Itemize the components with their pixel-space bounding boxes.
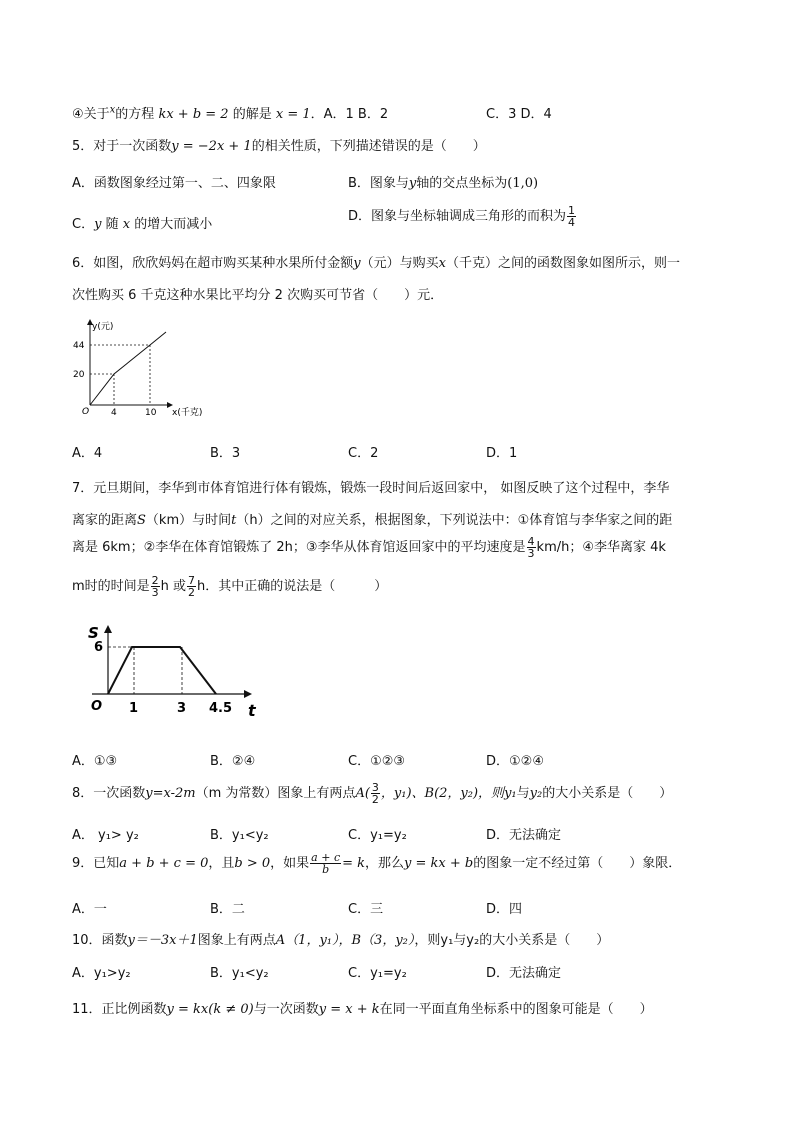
graph-y-tick-20: 20 [73, 370, 85, 380]
q7-origin: O [91, 699, 103, 714]
q6-stem-line1: 6．如图，欣欣妈妈在超市购买某种水果所付金额y（元）与购买x（千克）之间的函数图象如图所示，则一 [72, 256, 681, 271]
q6-price-graph [66, 316, 226, 420]
q7-stem-line2: 离家的距离S（km）与时间t（h）之间的对应关系，根据图象，下列说法中：①体育馆与李华家之间的距 [72, 513, 673, 528]
q7-x-tick-4-5: 4.5 [209, 701, 233, 716]
q9-stem: 9．已知a + b + c = 0，且b > 0，如果 $\frac{a + c}{b}$ = k，那么y = kx + b的图象一定不经过第（ ）象限． [72, 851, 682, 876]
graph-x-tick-10: 10 [145, 408, 157, 418]
q8-stem: 8．一次函数y=x-2m（m 为常数）图象上有两点A( $\frac{3}{2}$ ，y₁)、B(2，y₂)，则y₁与y₂的大小关系是（ ） [72, 781, 673, 806]
q5-option-b[interactable]: B．图象与y轴的交点坐标为(1,0) [348, 176, 539, 191]
q10-stem: 10．函数y＝－3x＋1图象上有两点A（1，y₁），B（3，y₂），则y₁与y₂的大小关系是（ ） [72, 933, 610, 948]
graph-origin: O [82, 407, 90, 417]
q11-stem: 11．正比例函数y = kx(k ≠ 0)与一次函数y = x + k在同一平面直角坐标系中的图象可能是（ ） [72, 1002, 653, 1017]
q5-option-d[interactable]: D．图象与坐标轴调成三角形的而积为 $\frac{1}{4}$ [348, 204, 576, 229]
graph-y-label: y(元) [92, 322, 114, 332]
q9-option-b[interactable]: B．二 [210, 902, 245, 917]
q9-option-a[interactable]: A．一 [72, 902, 107, 917]
q9-option-c[interactable]: C．三 [348, 902, 384, 917]
q7-distance-time-chart [84, 620, 264, 720]
q6-option-a[interactable]: A．4 [72, 446, 103, 461]
q8-option-d[interactable]: D．无法确定 [486, 828, 562, 843]
q10-option-c[interactable]: C．y₁=y₂ [348, 966, 407, 981]
q7-axis-t-label: t [248, 701, 256, 720]
q6-option-b[interactable]: B．3 [210, 446, 241, 461]
q6-option-c[interactable]: C．2 [348, 446, 379, 461]
q7-option-b[interactable]: B．②④ [210, 754, 256, 769]
q6-option-d[interactable]: D．1 [486, 446, 518, 461]
graph-x-label: x(千克) [172, 408, 203, 418]
q8-option-b[interactable]: B．y₁<y₂ [210, 828, 269, 843]
q7-stem-line4: m时的时间是 $\frac{2}{3}$ h 或 $\frac{7}{2}$ h．其中正确的说法是（ ） [72, 574, 388, 599]
q5-option-c[interactable]: C．y 随 x 的增大而减小 [72, 217, 213, 232]
graph-x-tick-4: 4 [111, 408, 117, 418]
graph-y-tick-44: 44 [73, 341, 85, 351]
q7-axis-s-label: S [88, 624, 99, 642]
q6-stem-line2: 次性购买 6 千克这种水果比平均分 2 次购买可节省（ ）元． [72, 288, 444, 303]
q10-option-a[interactable]: A．y₁>y₂ [72, 966, 131, 981]
q4-options-cd: C．3 D．4 [486, 107, 552, 122]
q7-x-tick-3: 3 [177, 701, 187, 716]
q4-tail-line: ④关于$^x$的方程 kx + b = 2 的解是 x = 1．A．1 B．2 [72, 104, 389, 122]
q7-y-tick-6: 6 [94, 640, 104, 655]
q7-x-tick-1: 1 [129, 701, 139, 716]
q7-stem-line3: 离是 6km；②李华在体育馆锻炼了 2h；③李华从体育馆返回家中的平均速度是 $\frac{4}{3}$ km/h；④李华离家 4k [72, 535, 666, 560]
q7-option-a[interactable]: A．①③ [72, 754, 118, 769]
q5-stem: 5．对于一次函数y = −2x + 1的相关性质，下列描述错误的是（ ） [72, 139, 486, 154]
q10-option-d[interactable]: D．无法确定 [486, 966, 562, 981]
q5-option-a[interactable]: A．函数图象经过第一、二、四象限 [72, 176, 276, 191]
q9-option-d[interactable]: D．四 [486, 902, 523, 917]
q7-option-d[interactable]: D．①②④ [486, 754, 544, 769]
q7-stem-line1: 7．元旦期间，李华到市体育馆进行体有锻炼，锻炼一段时间后返回家中， 如图反映了这个过程中，李华 [72, 481, 670, 496]
q7-option-c[interactable]: C．①②③ [348, 754, 406, 769]
q8-option-c[interactable]: C．y₁=y₂ [348, 828, 407, 843]
q7-distance-line [108, 647, 216, 694]
q10-option-b[interactable]: B．y₁<y₂ [210, 966, 269, 981]
q8-option-a[interactable]: A． y₁> y₂ [72, 828, 139, 843]
